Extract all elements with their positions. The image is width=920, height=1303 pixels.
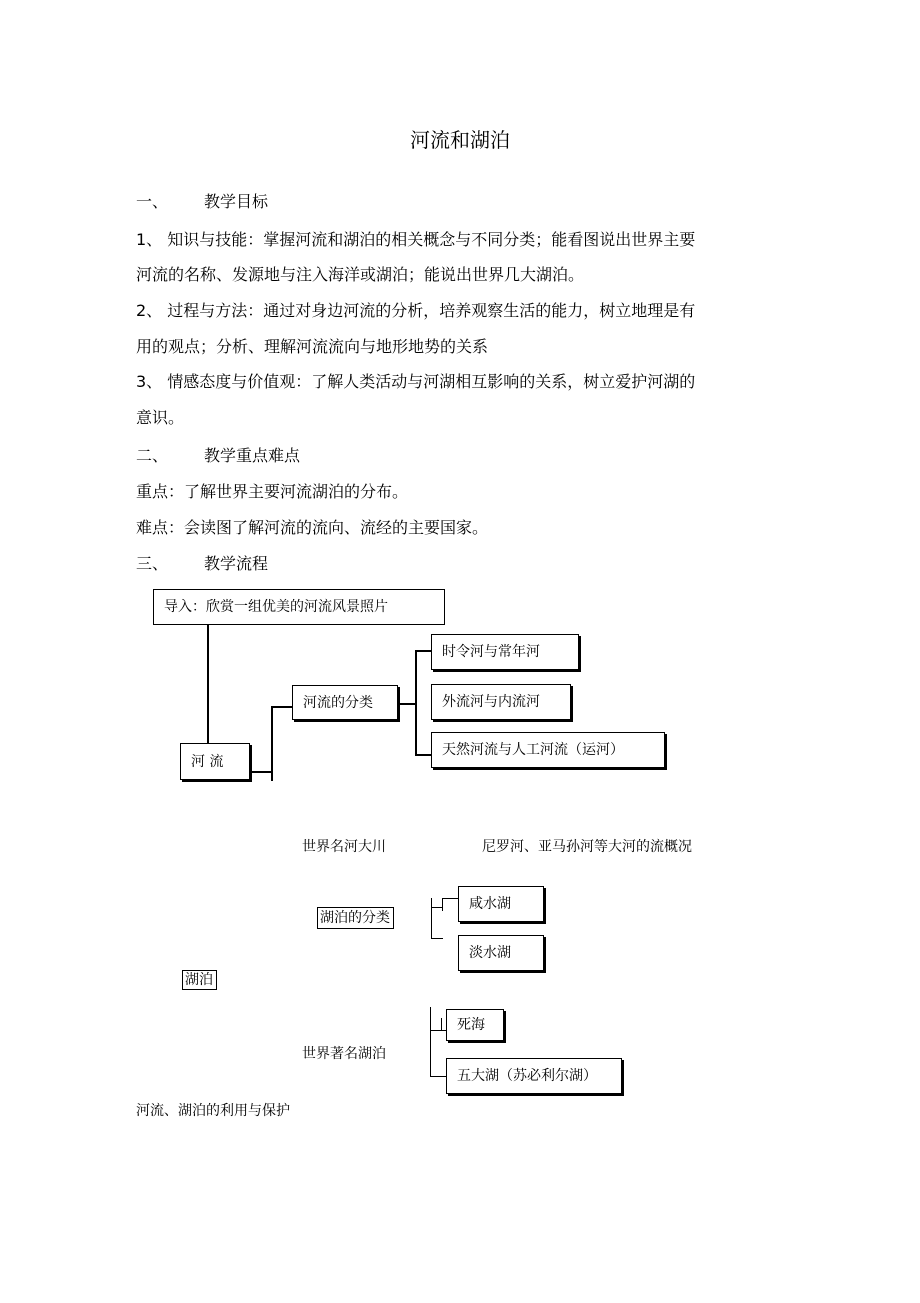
section-2-number: 二、 — [136, 446, 169, 465]
lake-type-box: 淡水湖 — [458, 935, 544, 971]
connector-line — [431, 938, 443, 939]
goal-1-line-1: 1、 知识与技能：掌握河流和湖泊的相关概念与不同分类；能看图说出世界主要 — [136, 230, 696, 249]
connector-line — [442, 898, 458, 899]
section-1-number: 一、 — [136, 192, 169, 211]
connector-line — [271, 706, 273, 781]
river-type-box: 外流河与内流河 — [431, 684, 571, 720]
goal-3-line-2: 意识。 — [136, 408, 185, 427]
connector-line — [398, 703, 416, 705]
lake-class-box: 湖泊的分类 — [317, 907, 394, 929]
lake-type-box: 咸水湖 — [458, 886, 544, 922]
river-class-box: 河流的分类 — [292, 685, 398, 720]
connector-line — [415, 650, 417, 755]
connector-line — [271, 706, 292, 708]
connector-line — [250, 771, 272, 773]
famous-lakes-label: 世界著名湖泊 — [302, 1046, 386, 1062]
goal-1-line-2: 河流的名称、发源地与注入海洋或湖泊；能说出世界几大湖泊。 — [136, 265, 585, 284]
connector-line — [442, 898, 443, 911]
connector-line — [415, 650, 431, 652]
river-box: 河 流 — [180, 743, 250, 780]
section-2-title: 教学重点难点 — [204, 446, 301, 465]
famous-lake-box: 死海 — [446, 1009, 504, 1041]
famous-rivers-detail: 尼罗河、亚马孙河等大河的流概况 — [482, 839, 692, 855]
use-protect-label: 河流、湖泊的利用与保护 — [136, 1103, 290, 1119]
goal-2-line-2: 用的观点；分析、理解河流流向与地形地势的关系 — [136, 337, 489, 356]
connector-line — [207, 625, 209, 743]
key-point: 重点：了解世界主要河流湖泊的分布。 — [136, 482, 409, 501]
intro-box: 导入：欣赏一组优美的河流风景照片 — [153, 589, 445, 625]
goal-3-line-1: 3、 情感态度与价值观：了解人类活动与河湖相互影响的关系，树立爱护河湖的 — [136, 372, 696, 391]
famous-rivers-label: 世界名河大川 — [302, 839, 386, 855]
section-2-heading — [136, 446, 300, 466]
connector-line — [441, 1018, 442, 1031]
connector-line — [415, 754, 431, 756]
connector-line — [430, 1030, 446, 1031]
lake-box: 湖泊 — [182, 970, 217, 990]
section-3-heading — [136, 554, 268, 574]
goal-2-line-1: 2、 过程与方法：通过对身边河流的分析，培养观察生活的能力，树立地理是有 — [136, 301, 696, 320]
section-1-title: 教学目标 — [204, 192, 269, 211]
connector-line — [431, 898, 432, 939]
section-1-heading — [136, 192, 268, 212]
difficulty: 难点：会读图了解河流的流向、流经的主要国家。 — [136, 518, 489, 537]
connector-line — [430, 1076, 446, 1077]
page-title: 河流和湖泊 — [410, 128, 510, 152]
famous-lake-box: 五大湖（苏必利尔湖） — [446, 1058, 622, 1094]
section-3-title: 教学流程 — [204, 554, 269, 573]
river-type-box: 天然河流与人工河流（运河） — [431, 732, 665, 768]
river-type-box: 时令河与常年河 — [431, 634, 579, 670]
connector-line — [430, 1007, 431, 1077]
section-3-number: 三、 — [136, 554, 169, 573]
